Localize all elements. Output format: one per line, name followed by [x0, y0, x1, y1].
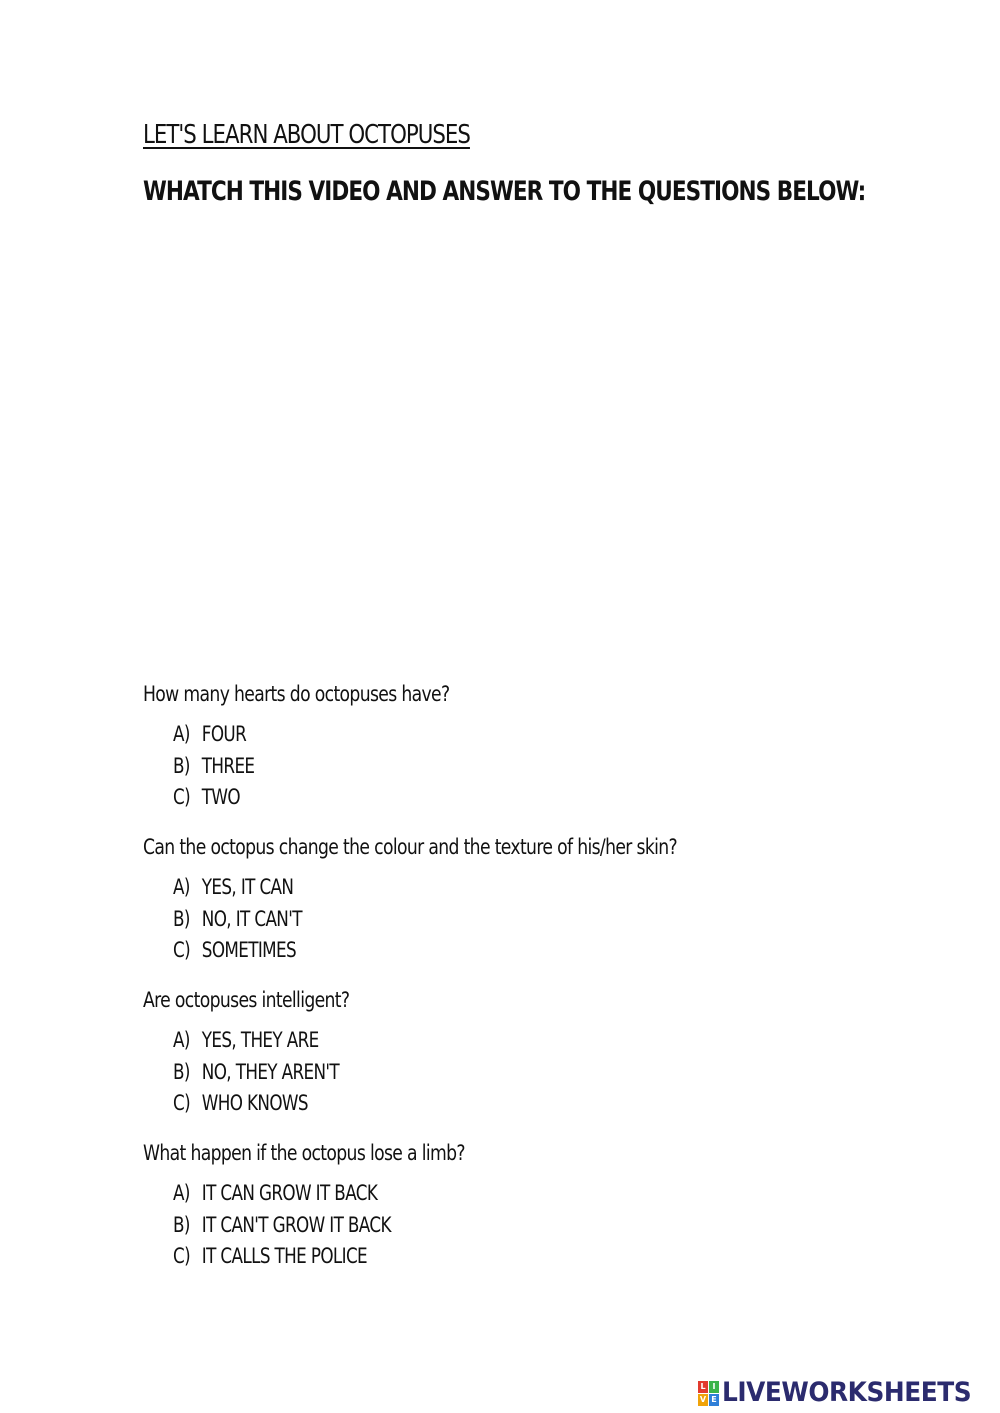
option-letter: B) — [173, 1059, 190, 1084]
option-letter: C) — [173, 1091, 191, 1115]
liveworksheets-logo[interactable] — [698, 1377, 993, 1408]
question-block-3 — [143, 985, 903, 1120]
option-text: NO, IT CAN'T — [201, 906, 302, 931]
option-text: YES, THEY ARE — [201, 1028, 319, 1052]
question-text: Can the octopus change the colour and the texture of his/her skin? — [143, 835, 678, 859]
option-b[interactable] — [173, 1057, 757, 1089]
option-b[interactable] — [173, 1210, 757, 1242]
question-text: What happen if the octopus lose a limb? — [143, 1141, 465, 1165]
options-list — [173, 1178, 903, 1273]
question-block-1 — [143, 679, 903, 814]
option-letter: A) — [173, 722, 190, 746]
option-text: TWO — [201, 785, 240, 809]
option-letter: C) — [173, 1244, 191, 1268]
option-c[interactable] — [173, 935, 757, 967]
option-text: IT CAN'T GROW IT BACK — [201, 1212, 391, 1237]
option-letter: A) — [173, 1028, 190, 1052]
logo-block-e: E — [709, 1394, 719, 1406]
question-text: Are octopuses intelligent? — [143, 988, 350, 1012]
option-letter: A) — [173, 875, 190, 899]
options-list — [173, 872, 903, 967]
logo-text: LIVEWORKSHEETS — [722, 1377, 972, 1408]
option-c[interactable] — [173, 782, 757, 814]
logo-block-v: V — [699, 1394, 707, 1404]
option-text: SOMETIMES — [201, 938, 297, 962]
logo-block-i: I — [709, 1381, 719, 1393]
logo-block-l: L — [698, 1381, 708, 1393]
option-letter: B) — [173, 753, 190, 778]
option-text: NO, THEY AREN'T — [201, 1059, 340, 1084]
option-letter: C) — [173, 938, 191, 962]
question-block-4 — [143, 1138, 903, 1273]
option-letter: B) — [173, 906, 190, 931]
option-a[interactable] — [173, 719, 757, 751]
option-letter: B) — [173, 1212, 190, 1237]
option-text: WHO KNOWS — [201, 1091, 308, 1115]
question-text: How many hearts do octopuses have? — [143, 682, 450, 706]
option-text: YES, IT CAN — [201, 875, 294, 899]
instruction-text: WHATCH THIS VIDEO AND ANSWER TO THE QUESTIONS BELOW: — [143, 176, 866, 207]
option-b[interactable] — [173, 751, 757, 783]
option-letter: C) — [173, 785, 191, 809]
option-c[interactable] — [173, 1241, 757, 1273]
option-text: FOUR — [201, 722, 247, 746]
video-placeholder[interactable] — [143, 230, 843, 650]
option-b[interactable] — [173, 904, 757, 936]
option-letter: A) — [173, 1181, 190, 1205]
option-a[interactable] — [173, 1025, 757, 1057]
options-list — [173, 1025, 903, 1120]
page-title: LET'S LEARN ABOUT OCTOPUSES — [143, 120, 470, 150]
option-c[interactable] — [173, 1088, 757, 1120]
option-a[interactable] — [173, 872, 757, 904]
logo-blocks-icon — [698, 1381, 719, 1406]
options-list — [173, 719, 903, 814]
question-block-2 — [143, 832, 903, 967]
option-text: IT CALLS THE POLICE — [201, 1244, 368, 1268]
option-text: IT CAN GROW IT BACK — [201, 1181, 378, 1205]
option-text: THREE — [201, 753, 255, 778]
option-a[interactable] — [173, 1178, 757, 1210]
